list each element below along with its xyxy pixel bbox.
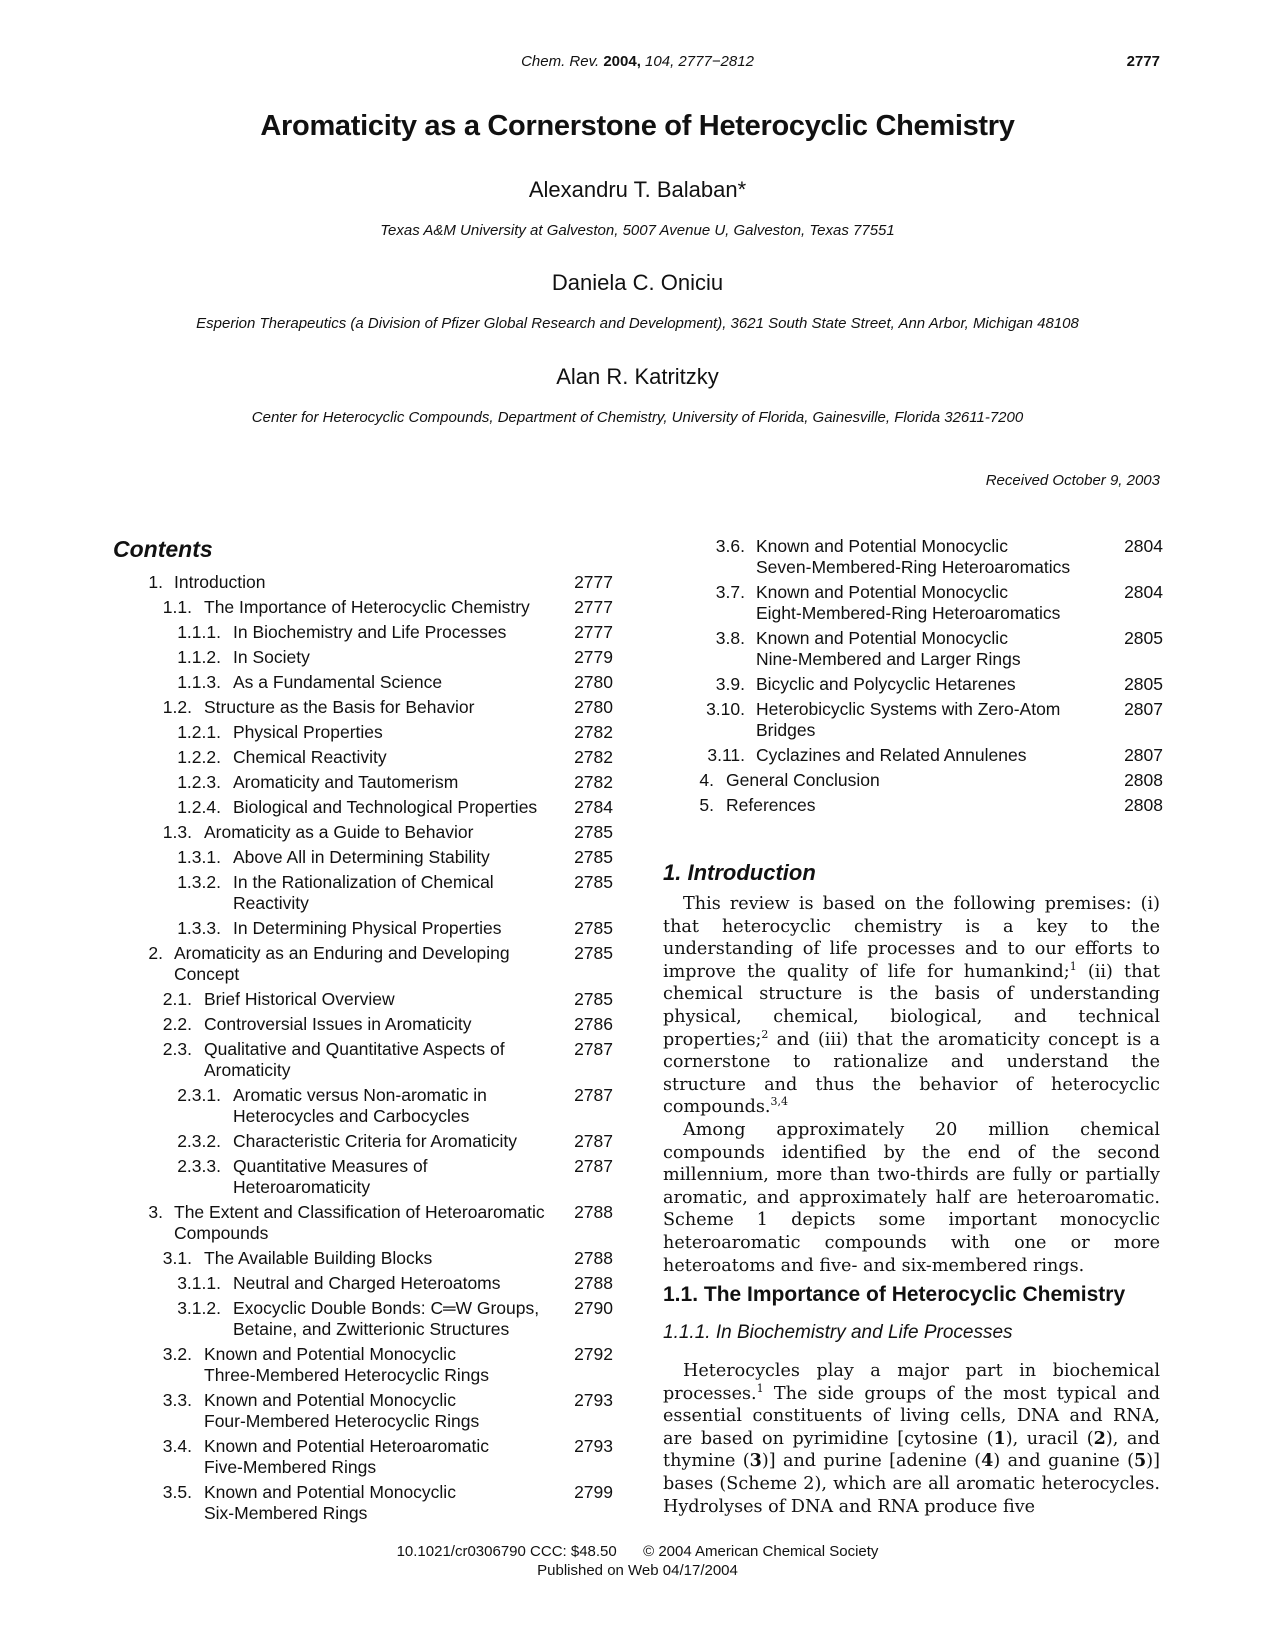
toc-entry-title[interactable]: Reactivity [233,893,309,913]
toc-entry-number: 1.1. [162,597,192,617]
citation[interactable]: 1 [1069,959,1077,973]
section-heading-introduction: 1. Introduction [663,860,816,885]
toc-entry-number: 3.6. [715,536,745,556]
toc-entry-page[interactable]: 2793 [574,1436,613,1456]
toc-entry-title[interactable]: Chemical Reactivity [233,747,387,767]
toc-entry-page[interactable]: 2785 [574,943,613,963]
toc-entry-title[interactable]: Qualitative and Quantitative Aspects of [204,1039,505,1059]
toc-entry-page[interactable]: 2785 [574,822,613,842]
toc-entry-title[interactable]: Known and Potential Monocyclic [204,1390,456,1410]
toc-entry-page[interactable]: 2805 [1124,674,1163,694]
toc-entry-number: 1.2.2. [177,747,221,767]
toc-entry-number: 2.3.3. [177,1156,221,1176]
toc-entry-number: 1.1.1. [177,622,221,642]
toc-entry-title[interactable]: Known and Potential Monocyclic [204,1344,456,1364]
toc-entry-title[interactable]: Heteroaromaticity [233,1177,371,1197]
page-number: 2777 [1126,53,1160,70]
toc-entry-page[interactable]: 2805 [1124,628,1163,648]
toc-entry-page[interactable]: 2784 [574,797,613,817]
toc-entry-number: 1.3.2. [177,872,221,892]
toc-entry-title[interactable]: Four-Membered Heterocyclic Rings [204,1411,480,1431]
toc-entry-page[interactable]: 2779 [574,647,613,667]
toc-entry-title[interactable]: Structure as the Basis for Behavior [204,697,475,717]
toc-entry-number: 2.3. [162,1039,192,1059]
toc-entry-title[interactable]: As a Fundamental Science [233,672,443,692]
toc-entry-title[interactable]: The Importance of Heterocyclic Chemistry [204,597,530,617]
toc-entry-number: 1.2. [162,697,192,717]
toc-entry-page[interactable]: 2808 [1124,795,1163,815]
toc-entry-page[interactable]: 2785 [574,918,613,938]
toc-entry-number: 3.8. [715,628,745,648]
toc-entry-title[interactable]: Nine-Membered and Larger Rings [756,649,1021,669]
citation[interactable]: 3,4 [770,1095,789,1109]
footer-doi[interactable]: 10.1021/cr0306790 CCC: $48.50 [396,1543,617,1560]
journal-year: 2004, [603,53,641,70]
toc-entry-page[interactable]: 2807 [1124,745,1163,765]
toc-entry-title[interactable]: Introduction [174,572,266,592]
toc-entry-number: 2.3.1. [177,1085,221,1105]
toc-entry-title[interactable]: Betaine, and Zwitterionic Structures [233,1319,510,1339]
toc-entry-title[interactable]: Known and Potential Monocyclic [756,628,1008,648]
toc-entry-page[interactable]: 2780 [574,697,613,717]
toc-entry-title[interactable]: Neutral and Charged Heteroatoms [233,1273,501,1293]
toc-entry-page[interactable]: 2804 [1124,536,1163,556]
toc-entry-page[interactable]: 2804 [1124,582,1163,602]
toc-entry-number: 1.2.3. [177,772,221,792]
toc-entry-number: 1.1.2. [177,647,221,667]
toc-entry-number: 3.1.1. [177,1273,221,1293]
toc-entry-page[interactable]: 2786 [574,1014,613,1034]
toc-entry-number: 3.5. [162,1482,192,1502]
toc-entry-number: 3.7. [715,582,745,602]
toc-entry-page[interactable]: 2782 [574,772,613,792]
author-name: Alexandru T. Balaban* [528,177,747,202]
toc-entry-number: 3. [148,1202,163,1222]
toc-entry-title[interactable]: Six-Membered Rings [204,1503,368,1523]
toc-entry-number: 3.4. [162,1436,192,1456]
toc-entry-title[interactable]: Cyclazines and Related Annulenes [756,745,1027,765]
footer-published: Published on Web 04/17/2004 [537,1562,738,1579]
toc-entry-page[interactable]: 2788 [574,1248,613,1268]
toc-entry-title[interactable]: Heterobicyclic Systems with Zero-Atom [756,699,1061,719]
toc-entry-title[interactable]: Known and Potential Monocyclic [204,1482,456,1502]
toc-entry-page[interactable]: 2777 [574,572,613,592]
toc-entry-title[interactable]: In the Rationalization of Chemical [233,872,494,892]
toc-entry-number: 1.1.3. [177,672,221,692]
toc-entry-title[interactable]: In Determining Physical Properties [233,918,502,938]
toc-entry-title[interactable]: Five-Membered Rings [204,1457,377,1477]
toc-entry-page[interactable]: 2780 [574,672,613,692]
citation[interactable]: 2 [761,1027,769,1041]
toc-entry-number: 3.11. [707,745,745,765]
toc-entry-number: 1.2.4. [177,797,221,817]
toc-entry-page[interactable]: 2782 [574,747,613,767]
footer-copyright: © 2004 American Chemical Society [643,1543,879,1560]
toc-entry-title[interactable]: Eight-Membered-Ring Heteroaromatics [756,603,1061,623]
toc-entry-page[interactable]: 2788 [574,1273,613,1293]
toc-entry-number: 2. [148,943,163,963]
journal-pages: 2777−2812 [678,53,754,70]
toc-entry-page[interactable]: 2787 [574,1039,613,1059]
toc-entry-title[interactable]: Three-Membered Heterocyclic Rings [204,1365,489,1385]
toc-entry-page[interactable]: 2788 [574,1202,613,1222]
toc-entry-number: 3.2. [162,1344,192,1364]
toc-entry-page[interactable]: 2785 [574,872,613,892]
toc-entry-title[interactable]: Aromaticity and Tautomerism [233,772,459,792]
toc-entry-title[interactable]: The Available Building Blocks [204,1248,433,1268]
toc-entry-title[interactable]: Characteristic Criteria for Aromaticity [233,1131,517,1151]
journal-name: Chem. Rev. [521,53,600,70]
toc-entry-title[interactable]: The Extent and Classification of Heteroaromatic [174,1202,545,1222]
toc-entry-number: 1.3. [162,822,192,842]
footer-doi-copyright [0,1543,1275,1560]
toc-entry-title[interactable]: Biological and Technological Properties [233,797,538,817]
toc-entry-page[interactable]: 2777 [574,597,613,617]
toc-entry-page[interactable]: 2793 [574,1390,613,1410]
toc-entry-title[interactable]: General Conclusion [726,770,880,790]
contents-heading: Contents [113,536,213,562]
toc-entry-number: 1. [148,572,163,592]
toc-entry-number: 3.9. [715,674,745,694]
toc-entry-page[interactable]: 2785 [574,989,613,1009]
subsection-heading-1-1-1: 1.1.1. In Biochemistry and Life Processes [663,1322,1013,1343]
received-date: Received October 9, 2003 [985,472,1160,489]
toc-entry-title[interactable]: Exocyclic Double Bonds: C═W Groups, [233,1298,540,1318]
toc-entry-number: 4. [699,770,714,790]
toc-entry-title[interactable]: Quantitative Measures of [233,1156,428,1176]
toc-entry-title[interactable]: Heterocycles and Carbocycles [233,1106,470,1126]
toc-entry-page[interactable]: 2799 [574,1482,613,1502]
toc-entry-title[interactable]: In Society [233,647,310,667]
toc-entry-number: 3.1. [162,1248,192,1268]
toc-entry-page[interactable]: 2790 [574,1298,613,1318]
toc-entry-title[interactable]: Compounds [174,1223,269,1243]
author-name: Alan R. Katritzky [556,364,719,389]
toc-entry-title[interactable]: References [726,795,816,815]
toc-entry-title[interactable]: Aromaticity [204,1060,291,1080]
toc-entry-number: 3.3. [162,1390,192,1410]
toc-entry-page[interactable]: 2777 [574,622,613,642]
toc-entry-title[interactable]: Aromatic versus Non-aromatic in [233,1085,487,1105]
paragraph: Heterocycles play a major part in biochemical processes.$^1$ The side groups of the most typical and essential constituents of living cells, DNA and RNA, are based on pyrimidine [cytosine (1), uracil (2), and thymine (3)] and purine [adenine (4) and guanine (5)] bases (Scheme 2), which are all aromatic heterocycles. Hydrolyses of DNA and RNA produce five [663,1361,1161,1517]
toc-entry-page[interactable]: 2808 [1124,770,1163,790]
section-heading-1-1: 1.1. The Importance of Heterocyclic Chemistry [663,1283,1126,1306]
toc-entry-title[interactable]: Controversial Issues in Aromaticity [204,1014,472,1034]
toc-entry-number: 5. [699,795,714,815]
toc-entry-title[interactable]: Bridges [756,720,816,740]
toc-entry-title[interactable]: Brief Historical Overview [204,989,395,1009]
introduction-body [663,893,1160,1277]
author-affiliation: Texas A&M University at Galveston, 5007 Avenue U, Galveston, Texas 77551 [380,222,895,239]
toc-entry-number: 2.2. [162,1014,192,1034]
journal-volume: 104, [645,53,675,70]
toc-entry-title[interactable]: Bicyclic and Polycyclic Hetarenes [756,674,1016,694]
paragraph: This review is based on the following premises: (i) that heterocyclic chemistry is a key to the understanding of life processes and to our efforts to improve the quality of life for humankind;$^1$ (ii) that chemical structure is the basis of understanding physical, chemical, biological, and technical properties;$^2$ and (iii) that the aromaticity concept is a cornerstone to rationalize and understand the structure and thus the behavior of heterocyclic compounds.$^{3,4}$ [663,894,1160,1118]
toc-entry-number: 3.10. [706,699,745,719]
toc-entry-page[interactable]: 2787 [574,1085,613,1105]
toc-entry-title[interactable]: Known and Potential Monocyclic [756,582,1008,602]
citation[interactable]: 1 [756,1381,764,1395]
toc-entry-title[interactable]: Above All in Determining Stability [233,847,490,867]
toc-entry-title[interactable]: Known and Potential Monocyclic [756,536,1008,556]
article-title: Aromaticity as a Cornerstone of Heterocyclic Chemistry [260,110,1015,142]
toc-entry-page[interactable]: 2807 [1124,699,1163,719]
toc-entry-number: 1.3.3. [177,918,221,938]
toc-entry-number: 2.3.2. [177,1131,221,1151]
subsection-body [663,1360,1160,1518]
author-name: Daniela C. Oniciu [551,270,724,295]
toc-entry-title[interactable]: Aromaticity as a Guide to Behavior [204,822,474,842]
toc-entry-title[interactable]: In Biochemistry and Life Processes [233,622,507,642]
toc-entry-page[interactable]: 2787 [574,1156,613,1176]
running-header [0,53,1275,70]
toc-entry-page[interactable]: 2787 [574,1131,613,1151]
toc-entry-title[interactable]: Physical Properties [233,722,383,742]
toc-entry-title[interactable]: Concept [174,964,240,984]
toc-entry-number: 3.1.2. [177,1298,221,1318]
toc-entry-page[interactable]: 2782 [574,722,613,742]
author-affiliation: Esperion Therapeutics (a Division of Pfizer Global Research and Development), 3621 South State Street, Ann Arbor, Michigan 48108 [196,315,1079,332]
toc-entry-title[interactable]: Known and Potential Heteroaromatic [204,1436,490,1456]
toc-entry-page[interactable]: 2785 [574,847,613,867]
author-affiliation: Center for Heterocyclic Compounds, Department of Chemistry, University of Florida, Gainesville, Florida 32611-7200 [251,409,1024,426]
toc-entry-title[interactable]: Seven-Membered-Ring Heteroaromatics [756,557,1071,577]
toc-entry-number: 1.3.1. [177,847,221,867]
toc-entry-page[interactable]: 2792 [574,1344,613,1364]
paragraph: Among approximately 20 million chemical compounds identified by the end of the second millennium, more than two-thirds are fully or partially aromatic, and approximately half are heteroaromatic. Scheme 1 depicts some important monocyclic heteroaromatic compounds with one or more heteroatoms and five- and six-membered rings. [663,1119,1160,1276]
toc-entry-title[interactable]: Aromaticity as an Enduring and Developing [174,943,510,963]
toc-entry-number: 2.1. [162,989,192,1009]
toc-entry-number: 1.2.1. [177,722,221,742]
